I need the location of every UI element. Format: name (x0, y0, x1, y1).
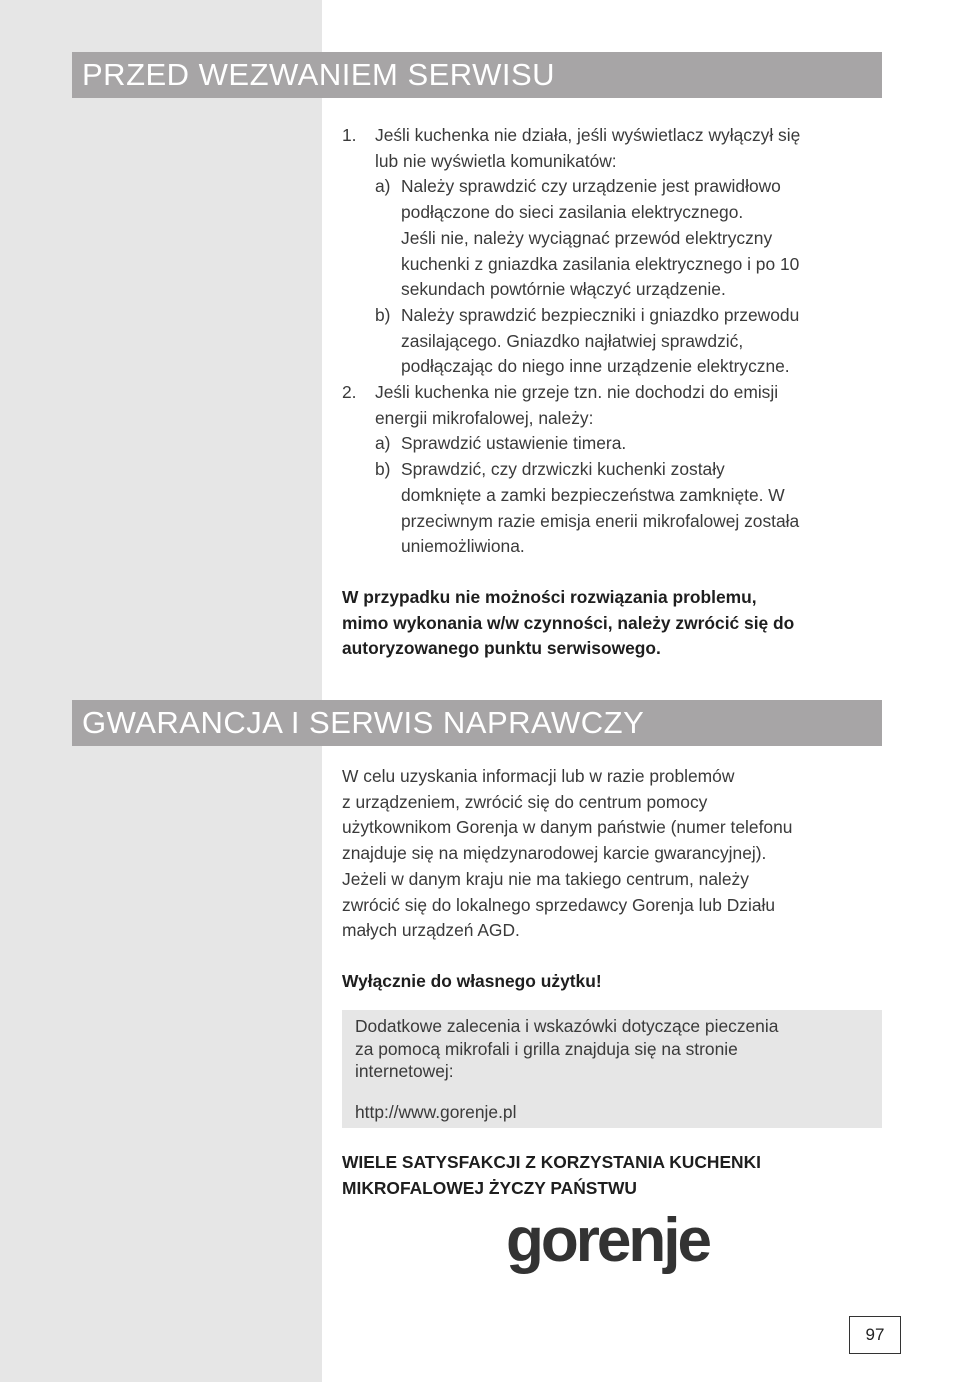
sub-item-1b (375, 303, 887, 380)
service-note (342, 585, 887, 662)
text-line: zasilającego. Gniazdko najłatwiej sprawdzić, (401, 330, 744, 351)
text-line: internetowej: (355, 1061, 454, 1081)
text-line: sekundach powtórnie włączyć urządzenie. (401, 279, 726, 300)
text-line: mimo wykonania w/w czynności, należy zwrócić się do (342, 612, 795, 633)
sub-item-text (375, 174, 887, 303)
text-line: Jeśli kuchenka nie grzeje tzn. nie dochodzi do emisji (375, 382, 779, 403)
list-item-2 (342, 380, 887, 431)
list-number: 2. (342, 382, 357, 403)
list-item-text (342, 123, 887, 174)
text-line: za pomocą mikrofali i grilla znajduja się na stronie (355, 1038, 738, 1059)
text-line: przeciwnym razie emisja enerii mikrofalowej została (401, 510, 800, 531)
closing-message (342, 1150, 887, 1201)
text-line: lub nie wyświetla komunikatów: (375, 150, 617, 171)
text-line: MIKROFALOWEJ ŻYCZY PAŃSTWU (342, 1177, 637, 1198)
text-line: autoryzowanego punktu serwisowego. (342, 638, 661, 659)
section-heading-before-service: PRZED WEZWANIEM SERWISU (72, 52, 882, 98)
text-line: Jeśli nie, należy wyciągnać przewód elektryczny (401, 227, 773, 248)
text-line: WIELE SATYSFAKCJI Z KORZYSTANIA KUCHENKI (342, 1152, 761, 1172)
text-line: energii mikrofalowej, należy: (375, 407, 594, 428)
text-line: użytkownikom Gorenja w danym państwie (numer telefonu (342, 817, 793, 838)
text-line: małych urządzeń AGD. (342, 920, 520, 941)
text-line: Sprawdzić, czy drzwiczki kuchenki zostały (401, 459, 725, 480)
text-line: Należy sprawdzić czy urządzenie jest prawidłowo (401, 176, 781, 197)
sub-item-2b (375, 457, 887, 560)
text-line: zwrócić się do lokalnego sprzedawcy Gorenja lub Działu (342, 894, 776, 915)
gorenje-logo: gorenje (506, 1206, 709, 1275)
sub-item-marker: a) (375, 433, 391, 454)
website-link[interactable]: http://www.gorenje.pl (355, 1101, 517, 1122)
text-line: kuchenki z gniazdka zasilania elektrycznego i po 10 (401, 253, 800, 274)
list-item-text (342, 380, 887, 431)
text-line: domknięte a zamki bezpieczeństwa zamknięte. W (401, 484, 785, 505)
side-band (0, 0, 322, 1382)
sub-item-marker: b) (375, 459, 391, 480)
sub-item-2a (375, 431, 887, 457)
text-line: podłączone do sieci zasilania elektrycznego. (401, 202, 744, 223)
text-line: Dodatkowe zalecenia i wskazówki dotyczące pieczenia (355, 1016, 779, 1036)
sub-item-marker: b) (375, 304, 391, 325)
info-box (342, 1010, 882, 1128)
sub-item-text (375, 431, 887, 457)
text-line: Należy sprawdzić bezpieczniki i gniazdko przewodu (401, 304, 800, 325)
warranty-paragraph (342, 764, 887, 944)
text-line: W celu uzyskania informacji lub w razie problemów (342, 766, 735, 786)
sub-item-1a (375, 174, 887, 303)
list-item-1 (342, 123, 887, 174)
page-number: 97 (849, 1316, 901, 1354)
text-line: W przypadku nie możności rozwiązania problemu, (342, 587, 757, 607)
text-line: uniemożliwiona. (401, 536, 525, 557)
list-number: 1. (342, 125, 357, 145)
sub-item-text (375, 303, 887, 380)
sub-item-text (375, 457, 887, 560)
section-heading-warranty: GWARANCJA I SERWIS NAPRAWCZY (72, 700, 882, 746)
text-line: Sprawdzić ustawienie timera. (401, 433, 627, 454)
own-use-note: Wyłącznie do własnego użytku! (342, 971, 602, 991)
text-line: Jeśli kuchenka nie działa, jeśli wyświetlacz wyłączył się (375, 125, 801, 145)
before-service-list (342, 123, 887, 560)
sub-item-marker: a) (375, 176, 391, 197)
text-line: znajduje się na międzynarodowej karcie gwarancyjnej). (342, 843, 767, 864)
text-line: Jeżeli w danym kraju nie ma takiego centrum, należy (342, 868, 749, 889)
text-line: z urządzeniem, zwrócić się do centrum pomocy (342, 791, 708, 812)
text-line: podłączając do niego inne urządzenie elektryczne. (401, 356, 790, 377)
